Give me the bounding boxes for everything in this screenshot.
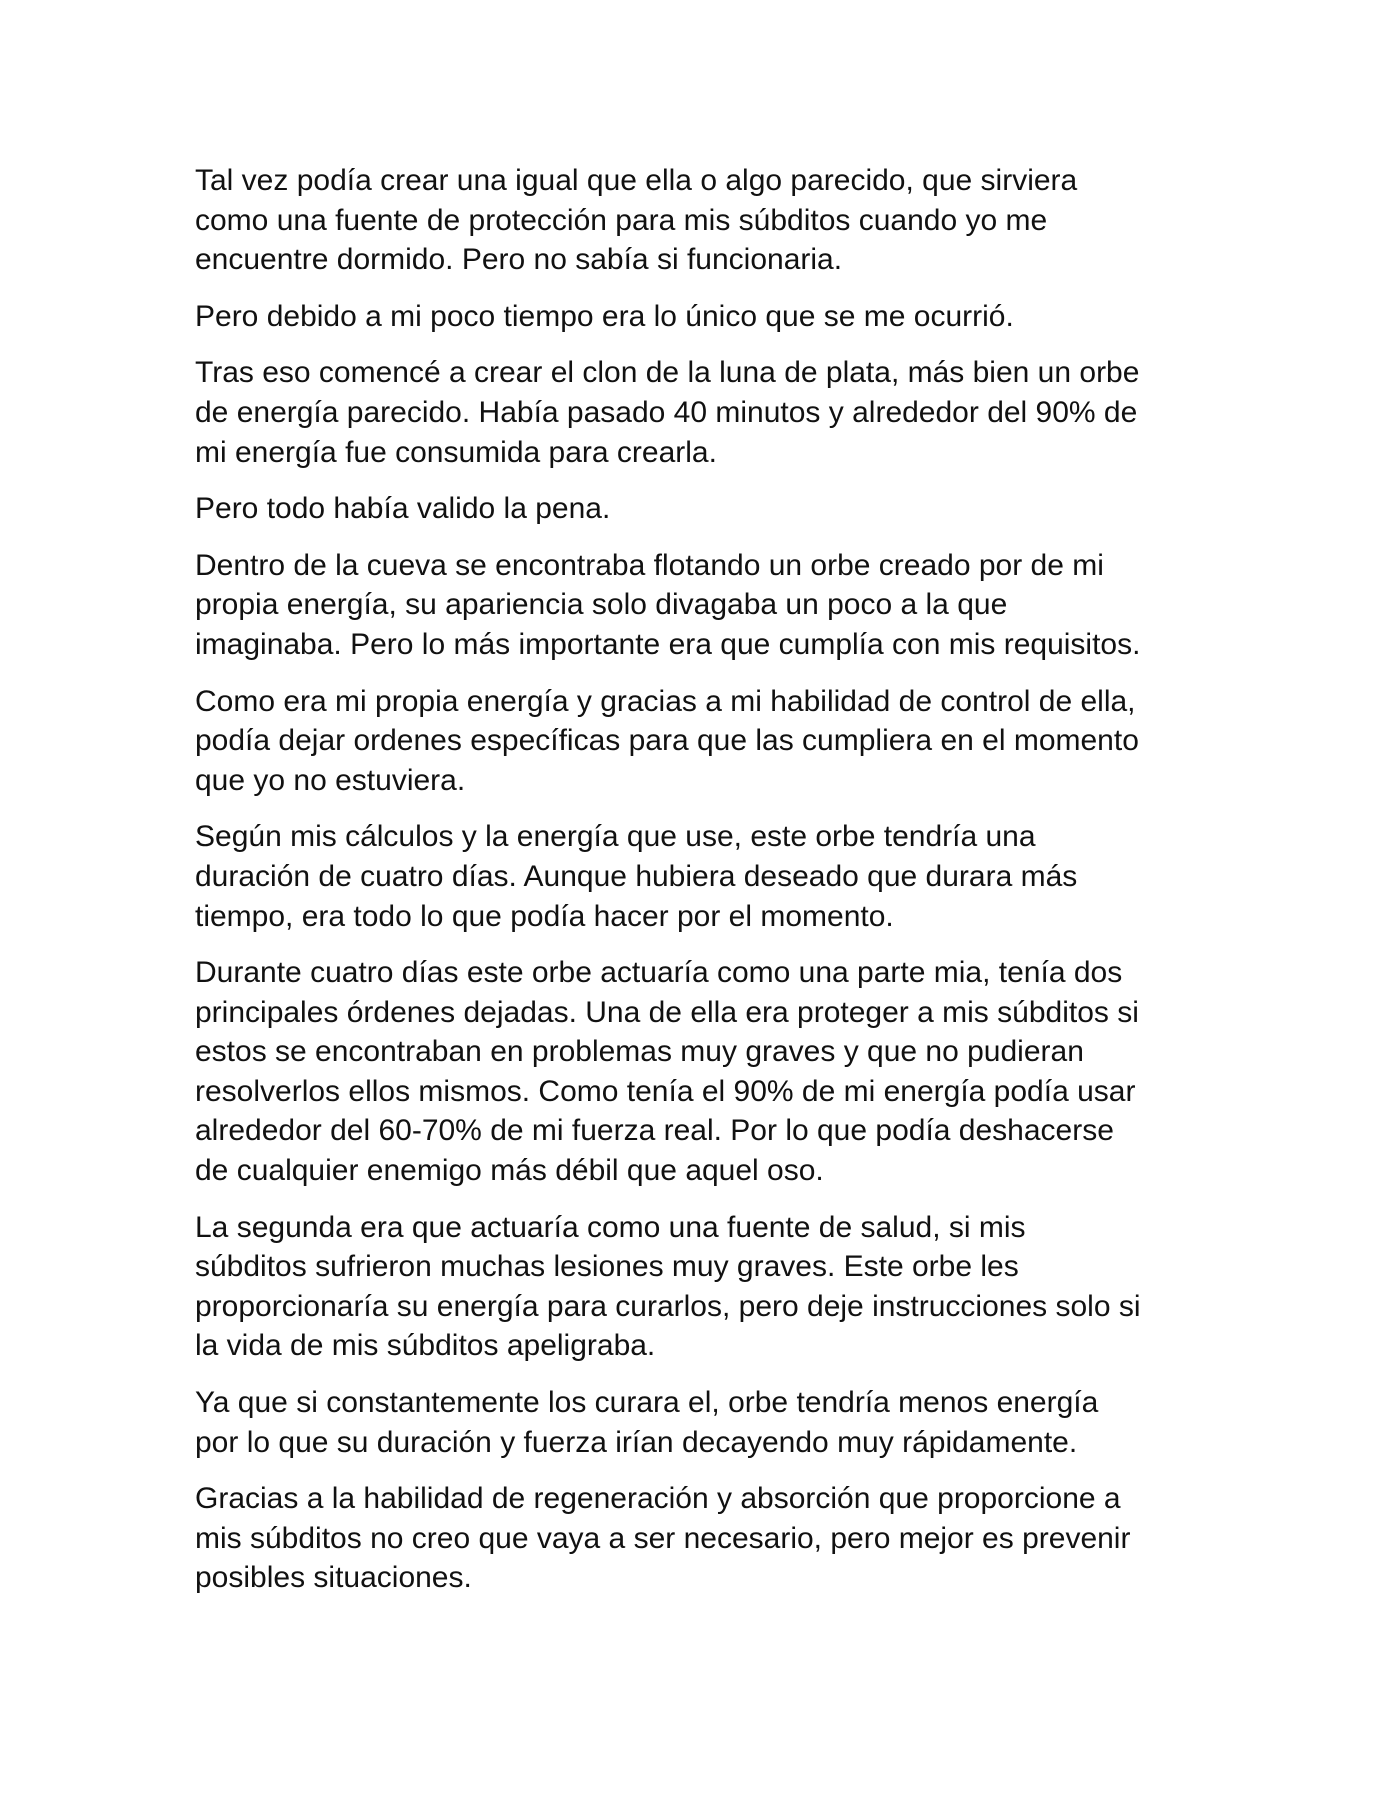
- paragraph: Según mis cálculos y la energía que use, este orbe tendría una duración de cuatro días. Aunque hubiera deseado que durara más tiempo, era todo lo que podía hacer por el momento.: [195, 820, 1078, 933]
- paragraph: Como era mi propia energía y gracias a mi habilidad de control de ella, podía dejar ordenes específicas para que las cumpliera en el momento que yo no estuviera.: [195, 684, 1139, 797]
- paragraph: Tal vez podía crear una igual que ella o algo parecido, que sirviera como una fuente de protección para mis súbditos cuando yo me encuentre dormido. Pero no sabía si funcionaria.: [195, 164, 1078, 277]
- paragraph: Ya que si constantemente los curara el, orbe tendría menos energía por lo que su duración y fuerza irían decayendo muy rápidamente.: [195, 1386, 1099, 1459]
- paragraph: Dentro de la cueva se encontraba flotando un orbe creado por de mi propia energía, su apariencia solo divagaba un poco a la que imaginaba. Pero lo más importante era que cumplía con mis requisitos.: [195, 548, 1141, 661]
- paragraph: Gracias a la habilidad de regeneración y absorción que proporcione a mis súbditos no creo que vaya a ser necesario, pero mejor es prevenir posibles situaciones.: [195, 1482, 1131, 1595]
- document-body: [195, 161, 1215, 1615]
- paragraph: Pero todo había valido la pena.: [195, 492, 611, 526]
- paragraph: Pero debido a mi poco tiempo era lo único que se me ocurrió.: [195, 299, 1014, 333]
- paragraph: Tras eso comencé a crear el clon de la luna de plata, más bien un orbe de energía parecido. Había pasado 40 minutos y alrededor del 90% de mi energía fue consumida para crearla.: [195, 356, 1140, 469]
- paragraph: La segunda era que actuaría como una fuente de salud, si mis súbditos sufrieron muchas lesiones muy graves. Este orbe les proporcionaría su energía para curarlos, pero deje instrucciones solo si la vida de mis súbditos apeligraba.: [195, 1210, 1141, 1363]
- paragraph: Durante cuatro días este orbe actuaría como una parte mia, tenía dos principales órdenes dejadas. Una de ella era proteger a mis súbditos si estos se encontraban en problemas muy graves y que no pudieran resolverlos ellos mismos. Como tenía el 90% de mi energía podía usar alrededor del 60-70% de mi fuerza real. Por lo que podía deshacerse de cualquier enemigo más débil que aquel oso.: [195, 956, 1139, 1188]
